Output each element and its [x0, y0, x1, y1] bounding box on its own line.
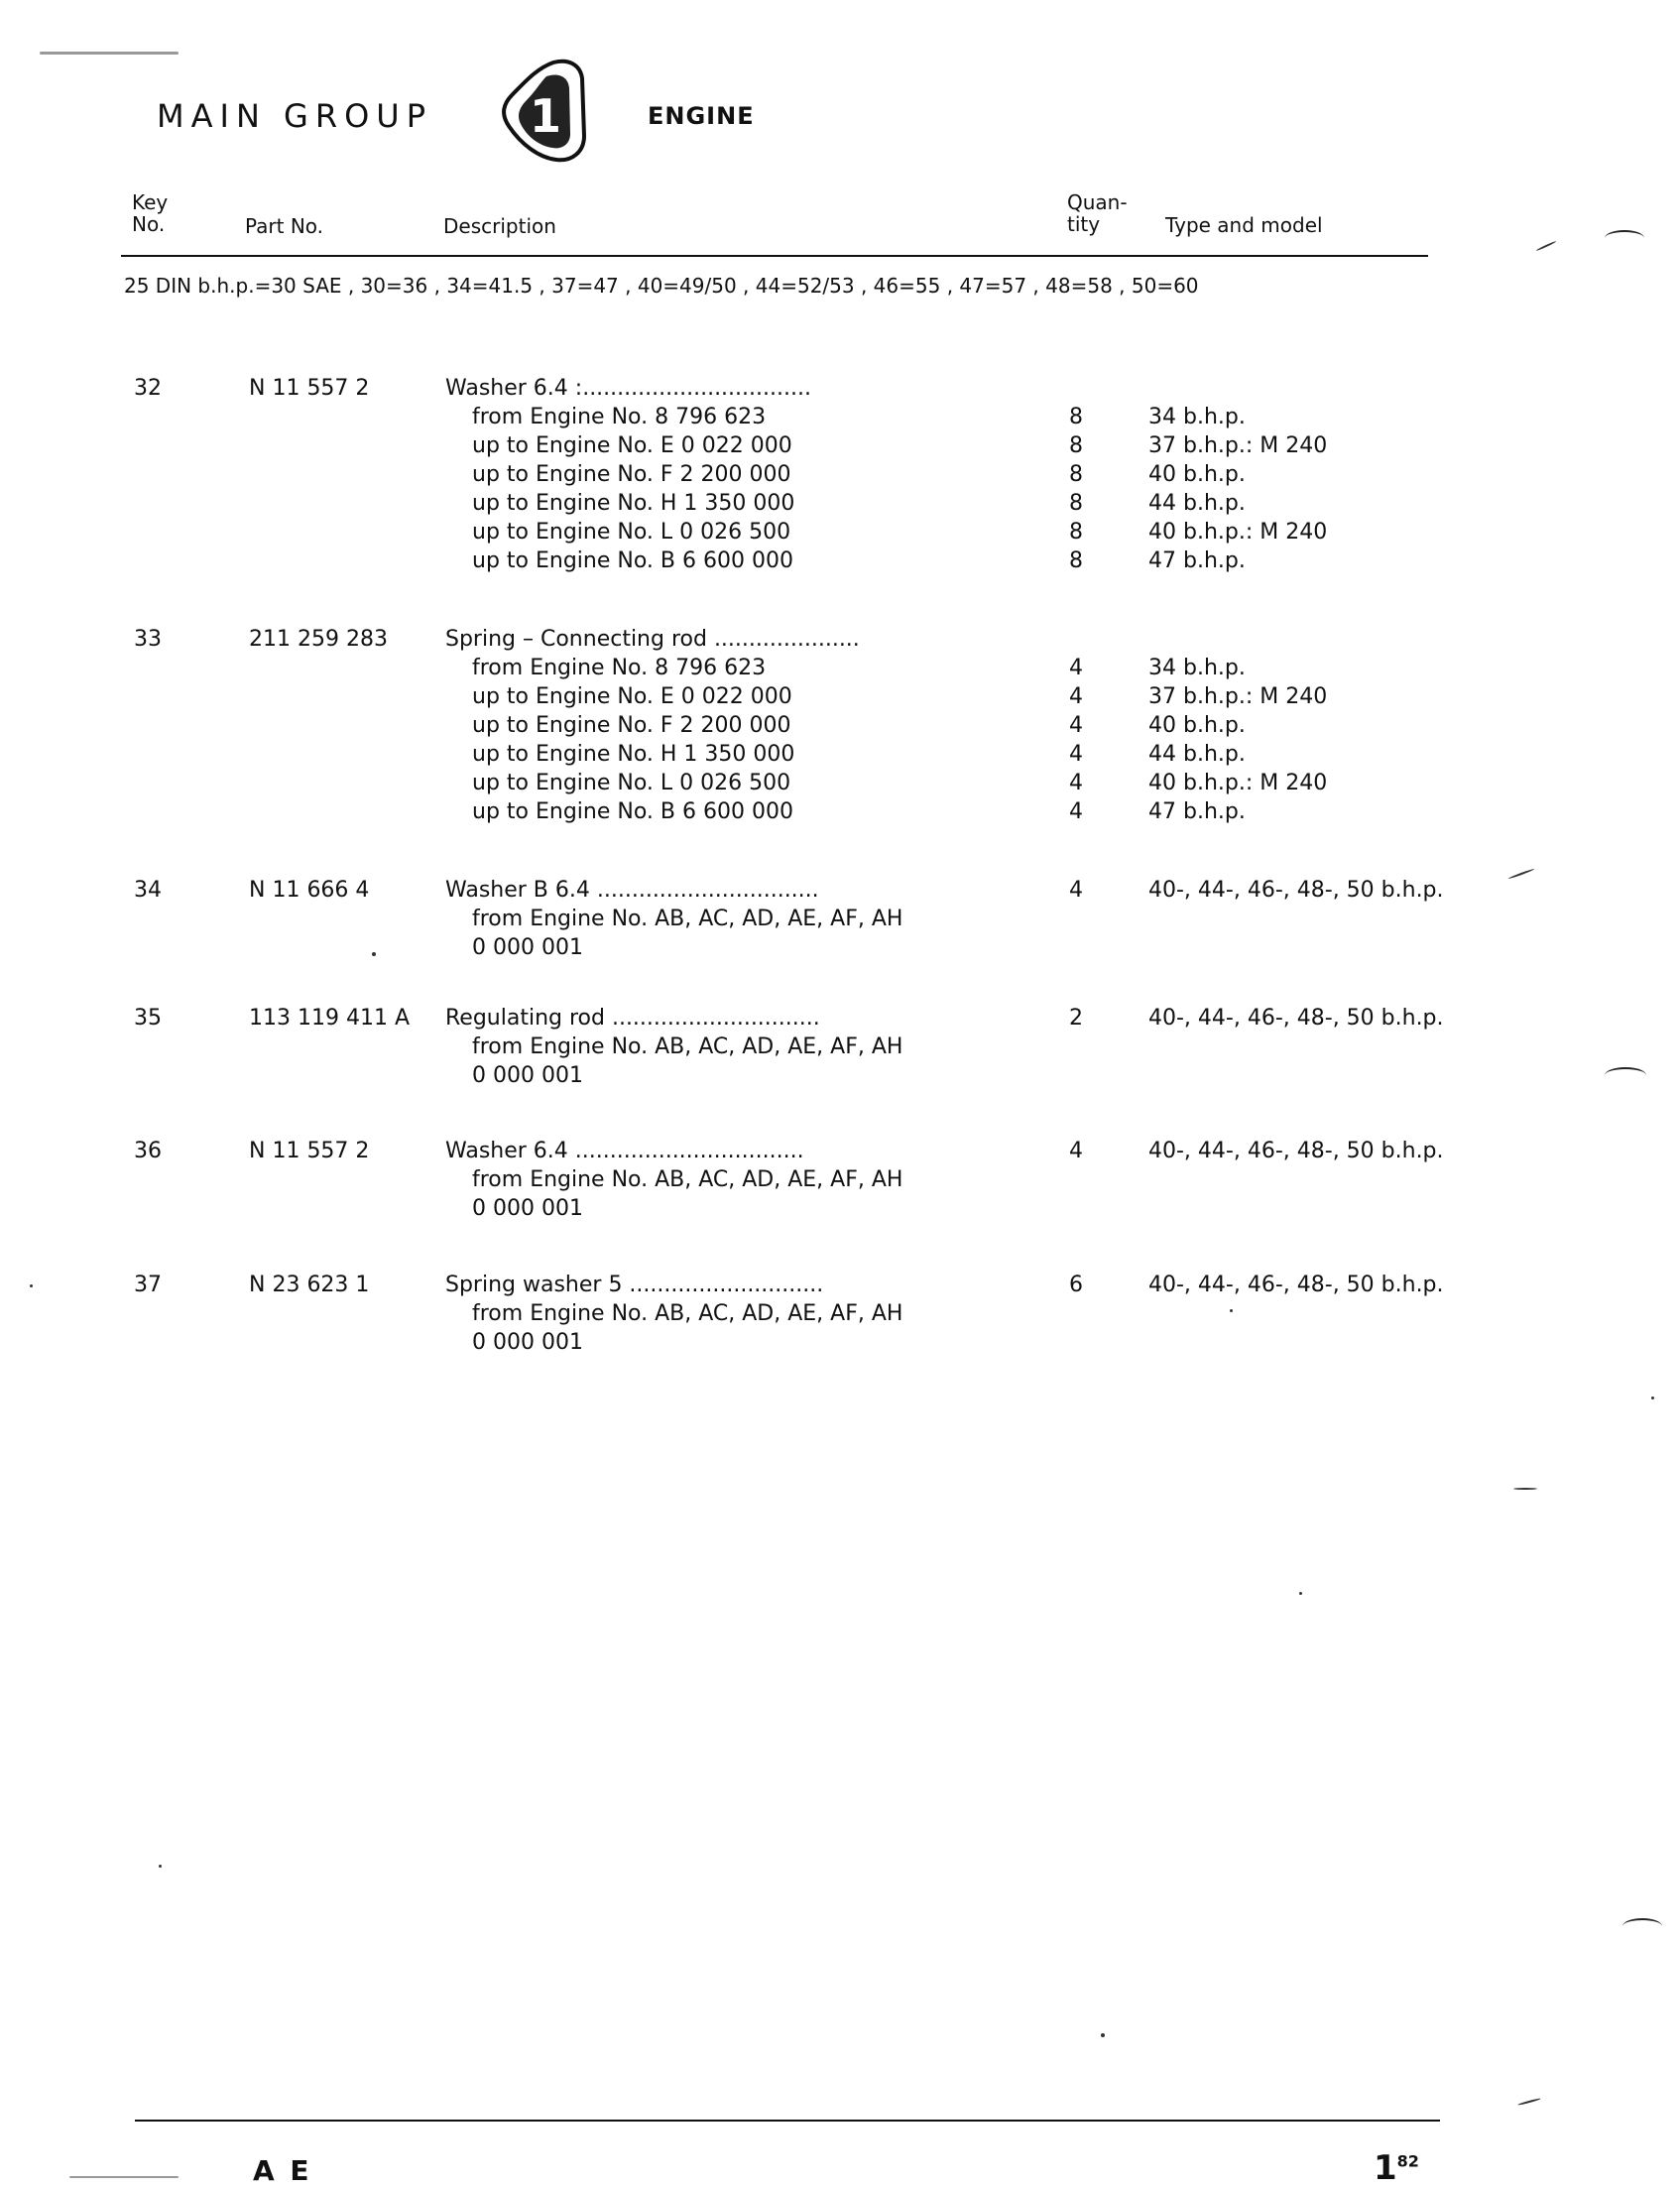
quantity: 4 — [1069, 771, 1083, 795]
footer-code: A E — [253, 2154, 312, 2187]
engine-range: 0 000 001 — [472, 1196, 583, 1221]
quantity: 6 — [1069, 1273, 1083, 1297]
type-model: 40 b.h.p.: M 240 — [1148, 520, 1328, 545]
engine-range: 0 000 001 — [472, 1063, 583, 1088]
engine-range: 0 000 001 — [472, 1330, 583, 1355]
quantity: 4 — [1069, 1139, 1083, 1163]
quantity: 8 — [1069, 520, 1083, 545]
header-divider — [121, 255, 1428, 257]
part-description: Spring – Connecting rod ..................... — [445, 627, 860, 652]
type-model: 37 b.h.p.: M 240 — [1148, 433, 1328, 458]
type-model: 40 b.h.p.: M 240 — [1148, 771, 1328, 795]
column-quantity: Quan- tity — [1067, 190, 1128, 236]
part-description: Washer 6.4 :................................. — [445, 376, 811, 401]
type-model: 34 b.h.p. — [1148, 656, 1246, 680]
scan-artifact — [159, 1865, 162, 1868]
type-model: 40-, 44-, 46-, 48-, 50 b.h.p. — [1148, 878, 1444, 903]
key-number: 37 — [134, 1273, 162, 1297]
part-number: 113 119 411 A — [249, 1006, 411, 1031]
group-number: 1 — [529, 89, 562, 143]
quantity: 4 — [1069, 656, 1083, 680]
key-number: 36 — [134, 1139, 162, 1163]
scan-artifact — [40, 52, 179, 55]
quantity: 4 — [1069, 742, 1083, 767]
scan-artifact — [1508, 868, 1535, 879]
engine-range: from Engine No. AB, AC, AD, AE, AF, AH — [472, 1167, 903, 1192]
type-model: 44 b.h.p. — [1148, 491, 1246, 516]
key-number: 32 — [134, 376, 162, 401]
footer-divider — [135, 2120, 1440, 2122]
key-number: 33 — [134, 627, 162, 652]
type-model: 37 b.h.p.: M 240 — [1148, 684, 1328, 709]
type-model: 40-, 44-, 46-, 48-, 50 b.h.p. — [1148, 1139, 1444, 1163]
quantity: 8 — [1069, 433, 1083, 458]
scan-artifact — [1101, 2033, 1105, 2037]
scan-artifact — [30, 1284, 33, 1287]
engine-range: up to Engine No. F 2 200 000 — [472, 462, 791, 487]
engine-range: from Engine No. AB, AC, AD, AE, AF, AH — [472, 1301, 903, 1326]
page-number-main: 1 — [1374, 2148, 1397, 2188]
part-number: N 11 557 2 — [249, 376, 370, 401]
group-number-badge — [499, 57, 588, 168]
quantity: 8 — [1069, 548, 1083, 573]
engine-range: up to Engine No. E 0 022 000 — [472, 433, 792, 458]
quantity: 8 — [1069, 491, 1083, 516]
engine-range: up to Engine No. E 0 022 000 — [472, 684, 792, 709]
scan-artifact — [1622, 1918, 1662, 1934]
scan-artifact — [1605, 1067, 1646, 1083]
engine-range: from Engine No. 8 796 623 — [472, 405, 767, 429]
part-description: Regulating rod .............................. — [445, 1006, 820, 1031]
part-number: 211 259 283 — [249, 627, 388, 652]
quantity: 4 — [1069, 799, 1083, 824]
engine-range: up to Engine No. H 1 350 000 — [472, 491, 795, 516]
column-description: Description — [443, 214, 556, 238]
hp-conversion-legend: 25 DIN b.h.p.=30 SAE , 30=36 , 34=41.5 , 37=47 , 40=49/50 , 44=52/53 , 46=55 , 47=57 , 48=58 , 50=60 — [124, 274, 1199, 298]
column-type-model: Type and model — [1165, 213, 1323, 237]
scan-artifact — [1517, 2098, 1541, 2106]
page-number-sup: 82 — [1396, 2151, 1419, 2171]
scan-artifact — [1299, 1592, 1302, 1595]
engine-range: up to Engine No. L 0 026 500 — [472, 520, 791, 545]
engine-range: up to Engine No. L 0 026 500 — [472, 771, 791, 795]
scan-artifact — [1536, 240, 1557, 251]
part-number: N 11 666 4 — [249, 878, 370, 903]
engine-range: 0 000 001 — [472, 935, 583, 960]
part-description: Spring washer 5 ............................ — [445, 1273, 824, 1297]
engine-range: from Engine No. AB, AC, AD, AE, AF, AH — [472, 907, 903, 931]
quantity: 8 — [1069, 405, 1083, 429]
part-number: N 11 557 2 — [249, 1139, 370, 1163]
scan-artifact — [1651, 1397, 1654, 1399]
key-number: 35 — [134, 1006, 162, 1031]
main-group-title: MAIN GROUP — [157, 97, 432, 135]
scan-artifact — [1513, 1488, 1537, 1490]
part-description: Washer 6.4 ................................. — [445, 1139, 804, 1163]
type-model: 40 b.h.p. — [1148, 713, 1246, 738]
engine-range: up to Engine No. B 6 600 000 — [472, 799, 793, 824]
type-model: 47 b.h.p. — [1148, 548, 1246, 573]
type-model: 47 b.h.p. — [1148, 799, 1246, 824]
quantity: 4 — [1069, 878, 1083, 903]
quantity: 4 — [1069, 713, 1083, 738]
part-number: N 23 623 1 — [249, 1273, 370, 1297]
engine-range: up to Engine No. B 6 600 000 — [472, 548, 793, 573]
scan-artifact — [1605, 230, 1644, 246]
page-number — [1374, 2148, 1419, 2188]
part-description: Washer B 6.4 ................................ — [445, 878, 819, 903]
column-part-no: Part No. — [245, 214, 324, 238]
type-model: 40-, 44-, 46-, 48-, 50 b.h.p. — [1148, 1273, 1444, 1297]
section-title: ENGINE — [648, 102, 755, 130]
quantity: 2 — [1069, 1006, 1083, 1031]
engine-range: up to Engine No. H 1 350 000 — [472, 742, 795, 767]
column-key-no: Key No. — [132, 190, 169, 236]
engine-range: from Engine No. AB, AC, AD, AE, AF, AH — [472, 1034, 903, 1059]
engine-range: from Engine No. 8 796 623 — [472, 656, 767, 680]
key-number: 34 — [134, 878, 162, 903]
type-model: 40-, 44-, 46-, 48-, 50 b.h.p. — [1148, 1006, 1444, 1031]
type-model: 34 b.h.p. — [1148, 405, 1246, 429]
quantity: 8 — [1069, 462, 1083, 487]
type-model: 44 b.h.p. — [1148, 742, 1246, 767]
scan-artifact — [69, 2176, 179, 2178]
scan-artifact — [1230, 1309, 1233, 1312]
quantity: 4 — [1069, 684, 1083, 709]
type-model: 40 b.h.p. — [1148, 462, 1246, 487]
engine-range: up to Engine No. F 2 200 000 — [472, 713, 791, 738]
scan-artifact — [372, 952, 376, 956]
